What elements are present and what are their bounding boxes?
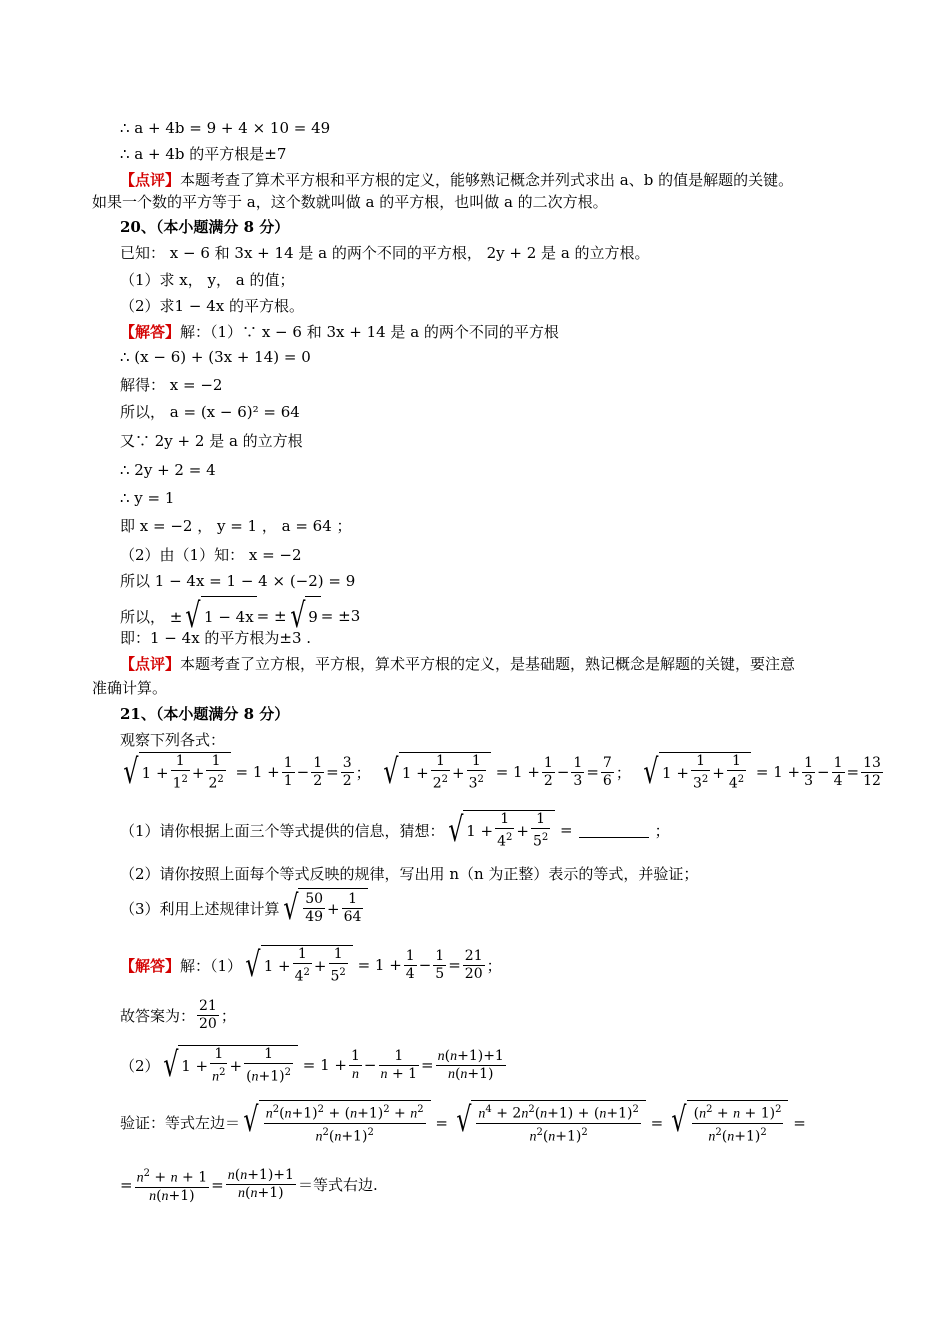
solution-20-line12: 即：1 − 4x 的平方根为±3 . [120,629,312,647]
question-21-examples: √ 1 + $\frac{1}{1^2}$ + $\frac{1}{2^2}$ = 1 + $\frac{1}{1}$ − $\frac{1}{2}$ = $\frac{3}{2}$ ； √ 1 + $\frac{1}{2^2}$ + $\frac{1}{3^2}$ = 1 + $\frac{1}{2}$ − $\frac{1}{3}$ = $\frac{7}{6}$ ； √ 1 + $\frac{1}{3^2}$ + $\frac{1}{4^2}$ = 1 + $\frac{1}{3}$ − $\frac{1}{4}$ = $\frac{13}{12}$ [120,752,885,793]
comment-20 [120,654,795,674]
radicand: 1 + $\frac{1}{3^2}$ + $\frac{1}{4^2}$ [659,752,751,793]
solution-20-line4: 所以， a = (x − 6)² = 64 [120,403,300,421]
sqrt [242,945,353,986]
comment-tag: 【点评】 [120,171,181,189]
text: （3）利用上述规律计算 [120,899,280,918]
answer-tag: 【解答】 [120,323,181,341]
radical-icon: √ [447,810,463,850]
radicand: $\frac{50}{49}$ + $\frac{1}{64}$ [298,888,368,928]
sqrt [445,810,556,851]
solution-20-line10: 所以 1 − 4x = 1 − 4 × (−2) = 9 [120,572,356,590]
solution-21-verify: 验证：等式左边＝ √ $\frac{n^2(n+1)^2 + (n+1)^2 + n^2}{n^2(n+1)^2}$ = √ $\frac{n^4 + 2n^2(n+1) + (n+1)^2}{n^2(n+1)^2}$ = √ $\frac{(n^2 + n + 1)^2}{n^2(n+1)^2}$ = [120,1100,806,1145]
radicand: $\frac{n^4 + 2n^2(n+1) + (n+1)^2}{n^2(n+1)^2}$ [471,1100,645,1145]
radical-icon: √ [383,752,399,792]
text: ＝等式右边. [297,1176,378,1195]
sqrt [280,888,369,928]
radical-icon: √ [455,1100,472,1140]
radical-icon: √ [123,752,139,792]
question-21-title: 21、（本小题满分 8 分） [120,705,290,723]
solution-20-line7: ∴ y = 1 [120,489,175,507]
radical-icon: √ [643,752,659,792]
sqrt [640,752,751,793]
solution-20-line5: 又∵ 2y + 2 是 a 的立方根 [120,432,303,450]
fraction: $\frac{21}{20}$ [199,998,217,1032]
solution-text: 解：（1）∵ x − 6 和 3x + 14 是 a 的两个不同的平方根 [180,323,559,341]
text: = ±3 [320,607,361,625]
comment-tag: 【点评】 [120,655,181,673]
answer-blank [579,823,649,838]
sqrt [453,1100,646,1145]
comment-text: 本题考查了算术平方根和平方根的定义，能够熟记概念并列式求出 a、b 的值是解题的关键。 [180,171,794,189]
question-21-stem: 观察下列各式： [120,731,226,749]
comment-20-cont: 准确计算。 [92,679,168,697]
question-20-part1: （1）求 x， y， a 的值； [120,271,295,289]
text: 的平方根是±7 [184,145,287,163]
radical-icon: √ [289,596,305,636]
solution-21-part1: 【解答】 解：（1） √ 1 + $\frac{1}{4^2}$ + $\frac{1}{5^2}$ = 1 + $\frac{1}{4}$ − $\frac{1}{5}$ = $\frac{21}{20}$ ； [120,945,502,985]
text: 解：（1） [180,956,243,975]
solution-20-line8: 即 x = −2 ， y = 1 ， a = 64 ； [120,517,352,535]
line-square-root-result [120,144,286,164]
radicand: 9 [305,596,321,636]
solution-20-line6: ∴ 2y + 2 = 4 [120,461,216,479]
radicand: 1 + $\frac{1}{4^2}$ + $\frac{1}{5^2}$ [463,810,555,851]
solution-20-line3: 解得： x = −2 [120,376,223,394]
question-21-part2: （2）请你按照上面每个等式反映的规律，写出用 n（n 为正整）表示的等式，并验证； [120,865,699,883]
radical-icon: √ [162,1045,178,1085]
solution-20-line9: （2）由（1）知： x = −2 [120,546,302,564]
text: 故答案为： [120,1007,196,1025]
expr: ∴ a + 4b [120,145,185,163]
text: 验证：等式左边＝ [120,1114,241,1133]
sqrt [380,752,491,793]
sqrt [668,1100,789,1145]
comment-text: 本题考查了立方根，平方根，算术平方根的定义，是基础题，熟记概念是解题的关键，要注意 [180,655,796,673]
solution-21-answer [120,998,236,1033]
answer-tag: 【解答】 [120,956,181,975]
line-a-plus-4b: ∴ a + 4b = 9 + 4 × 10 = 49 [120,119,331,137]
question-20-title: 20、（本小题满分 8 分） [120,218,290,236]
text: = ± [256,607,287,625]
text: （1）请你根据上面三个等式提供的信息，猜想： [120,821,445,840]
question-21-part1: （1）请你根据上面三个等式提供的信息，猜想： √ 1 + $\frac{1}{4^2}$ + $\frac{1}{5^2}$ = ； [120,810,670,850]
radicand: $\frac{(n^2 + n + 1)^2}{n^2(n+1)^2}$ [687,1100,789,1145]
radicand: 1 + $\frac{1}{1^2}$ + $\frac{1}{2^2}$ [139,752,231,793]
text: ； [220,1007,236,1025]
text: ； [654,821,670,840]
sqrt [240,1100,431,1145]
radicand: 1 − 4x [201,596,257,636]
radicand: $\frac{n^2(n+1)^2 + (n+1)^2 + n^2}{n^2(n+1)^2}$ [259,1100,431,1145]
question-20-part2: （2）求1 − 4x 的平方根。 [120,297,304,315]
sqrt [160,1045,298,1086]
comment-19 [120,170,793,190]
solution-20-line2: ∴ (x − 6) + (3x + 14) = 0 [120,348,311,366]
question-20-stem: 已知： x − 6 和 3x + 14 是 a 的两个不同的平方根， 2y + 2 是 a 的立方根。 [120,244,650,262]
question-21-part3 [120,888,368,928]
text: ； [486,956,502,975]
radical-icon: √ [282,888,298,928]
radical-icon: √ [185,596,201,636]
radicand: 1 + $\frac{1}{2^2}$ + $\frac{1}{3^2}$ [399,752,491,793]
solution-20-line1 [120,322,559,342]
radical-icon: √ [671,1100,687,1140]
radical-icon: √ [245,945,261,985]
radicand: 1 + $\frac{1}{4^2}$ + $\frac{1}{5^2}$ [261,945,353,986]
text: （2） [120,1056,160,1075]
radical-icon: √ [243,1100,259,1140]
radicand: 1 + $\frac{1}{n^2}$ + $\frac{1}{(n+1)^2}$ [178,1045,298,1086]
text: 所以， ± [120,607,183,626]
solution-21-part2: （2） √ 1 + $\frac{1}{n^2}$ + $\frac{1}{(n+1)^2}$ = 1 + $\frac{1}{n}$ − $\frac{1}{n + 1}$ = $\frac{n(n+1)+1}{n(n+1)}$ [120,1045,504,1085]
solution-21-final: = $\frac{n^2 + n + 1}{n(n+1)}$ = $\frac{n(n+1)+1}{n(n+1)}$ ＝等式右边. [120,1165,378,1205]
sqrt [120,752,231,793]
comment-19-cont: 如果一个数的平方等于 a，这个数就叫做 a 的平方根，也叫做 a 的二次方根。 [92,193,608,211]
